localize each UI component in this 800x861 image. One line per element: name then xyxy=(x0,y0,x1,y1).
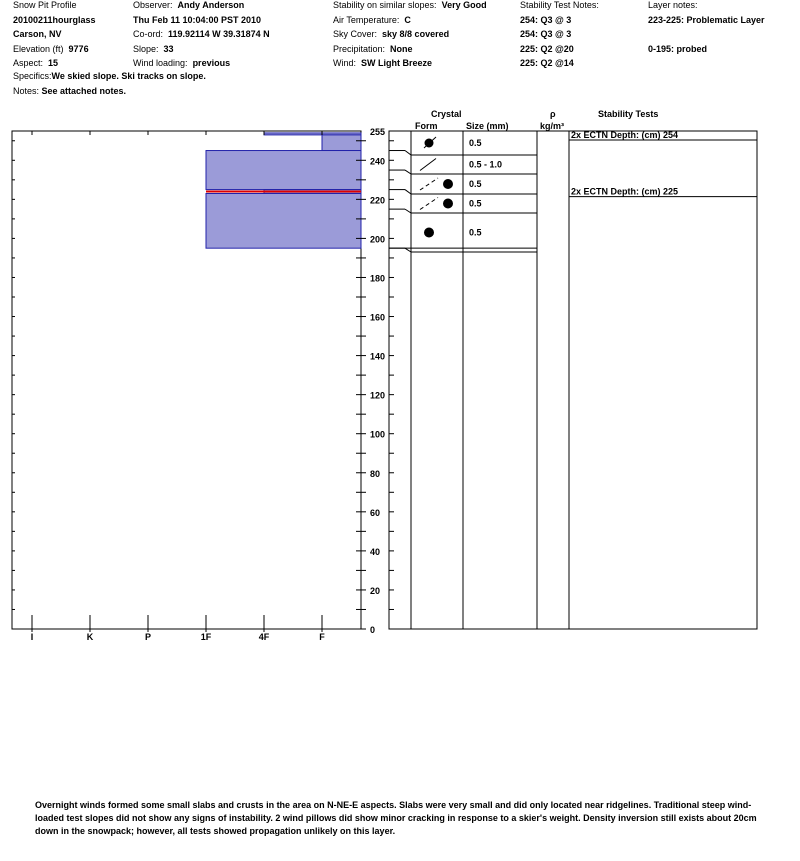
header-label: Co-ord: xyxy=(133,29,164,39)
header-label: Slope: xyxy=(133,43,159,54)
connector-line xyxy=(405,209,411,213)
header-label: Layer notes: xyxy=(648,0,698,10)
header-label: Stability Test Notes: xyxy=(520,0,599,10)
header-value: 254: Q3 @ 3 xyxy=(520,29,572,39)
y-tick-label: 240 xyxy=(370,156,386,167)
crystal-size-label: 0.5 xyxy=(469,198,482,209)
hardness-layer-bar xyxy=(206,193,361,248)
y-tick-label: 40 xyxy=(370,546,381,557)
y-tick-label: 100 xyxy=(370,429,386,440)
y-tick-label: 80 xyxy=(370,468,381,479)
crystal-size-label: 0.5 - 1.0 xyxy=(469,159,503,170)
header-label: Observer: xyxy=(133,0,173,10)
crystal-size-label: 0.5 xyxy=(469,179,482,189)
size-header: Size (mm) xyxy=(466,121,509,131)
crystal-slash xyxy=(420,198,438,210)
header-label: Stability on similar slopes: xyxy=(333,0,437,10)
hardness-layer-bar xyxy=(322,135,361,151)
crystal-slash xyxy=(420,178,438,190)
header-label: Aspect: xyxy=(13,58,44,68)
y-tick-label: 200 xyxy=(370,234,386,245)
header-value: sky 8/8 covered xyxy=(382,29,450,39)
header-value: 119.92114 W 39.31874 N xyxy=(168,29,270,39)
header-value: 225: Q2 @20 xyxy=(520,43,574,54)
bottom-notes: Overnight winds formed some small slabs and crusts in the area on N-NE-E aspects. Slabs were very small and did only located near ridgelines. Traditional steep wind-loaded test slopes did not show any signs of instability. 2 wind pillows did show minor cracking in response to a skier's weight. Density inversion still exists about 20cm down in the snowpack; however, all tests showed propagation unlikely on this layer. xyxy=(35,800,757,836)
y-tick-label: 20 xyxy=(370,585,381,596)
notes-value: See attached notes. xyxy=(41,86,127,96)
y-tick-label: 220 xyxy=(370,195,386,206)
header-value: 15 xyxy=(48,58,59,68)
header-label: Precipitation: xyxy=(333,43,386,54)
rho-header: ρ xyxy=(550,109,556,119)
stability-test-label: 2x ECTN Depth: (cm) 225 xyxy=(571,186,679,197)
x-tick-label: 1F xyxy=(200,632,212,642)
connector-line xyxy=(405,151,411,155)
connector-line xyxy=(405,190,411,194)
stability-test-label: 2x ECTN Depth: (cm) 254 xyxy=(571,129,679,140)
rho-unit-header: kg/m³ xyxy=(540,121,565,131)
specifics-value: We skied slope. Ski tracks on slope. xyxy=(51,71,206,81)
header-value: None xyxy=(390,43,413,54)
stability-header: Stability Tests xyxy=(598,109,659,119)
header-value: 0-195: probed xyxy=(648,43,708,54)
y-tick-label: 120 xyxy=(370,390,386,401)
crystal-dot xyxy=(443,199,453,209)
header-label: Air Temperature: xyxy=(333,14,400,25)
header-value: SW Light Breeze xyxy=(361,58,433,68)
y-tick-label: 140 xyxy=(370,351,386,362)
header-value: 20100211hourglass xyxy=(13,14,96,25)
y-tick-label: 60 xyxy=(370,507,381,518)
header-value: Thu Feb 11 10:04:00 PST 2010 xyxy=(133,14,262,25)
connector-line xyxy=(405,170,411,174)
y-tick-label: 160 xyxy=(370,312,386,323)
crystal-slash xyxy=(420,159,436,171)
header-label: Sky Cover: xyxy=(333,29,378,39)
specifics-label: Specifics: xyxy=(13,71,52,81)
form-header: Form xyxy=(415,121,438,131)
header-value: 223-225: Problematic Layer xyxy=(648,14,765,25)
x-tick-label: 4F xyxy=(258,632,270,642)
header-value: 254: Q3 @ 3 xyxy=(520,14,572,25)
crystal-header: Crystal xyxy=(431,109,462,119)
connector-line xyxy=(405,248,411,252)
header-value: 225: Q2 @14 xyxy=(520,58,574,68)
x-tick-label: F xyxy=(319,632,325,642)
crystal-size-label: 0.5 xyxy=(469,138,482,148)
x-tick-label: K xyxy=(86,632,94,642)
header-value: previous xyxy=(192,58,231,68)
y-tick-label: 255 xyxy=(370,127,386,137)
header-value: 9776 xyxy=(68,43,89,54)
header-value: Carson, NV xyxy=(13,29,62,39)
header-label: Wind: xyxy=(333,58,357,68)
x-tick-label: P xyxy=(144,632,152,642)
header-value: 33 xyxy=(163,43,174,54)
crystal-size-label: 0.5 xyxy=(469,227,482,238)
y-tick-label: 180 xyxy=(370,273,386,284)
notes-label: Notes: xyxy=(13,86,40,96)
header-label: Elevation (ft) xyxy=(13,43,64,54)
header-label: Snow Pit Profile xyxy=(13,0,77,10)
crystal-dot xyxy=(424,228,434,238)
y-tick-label: 0 xyxy=(370,625,376,635)
header-value: C xyxy=(404,14,411,25)
hardness-layer-bar xyxy=(206,151,361,190)
header-value: Very Good xyxy=(441,0,487,10)
header-label: Wind loading: xyxy=(133,58,188,68)
header-value: Andy Anderson xyxy=(177,0,245,10)
crystal-dot xyxy=(443,179,453,189)
x-tick-label: I xyxy=(30,632,34,642)
